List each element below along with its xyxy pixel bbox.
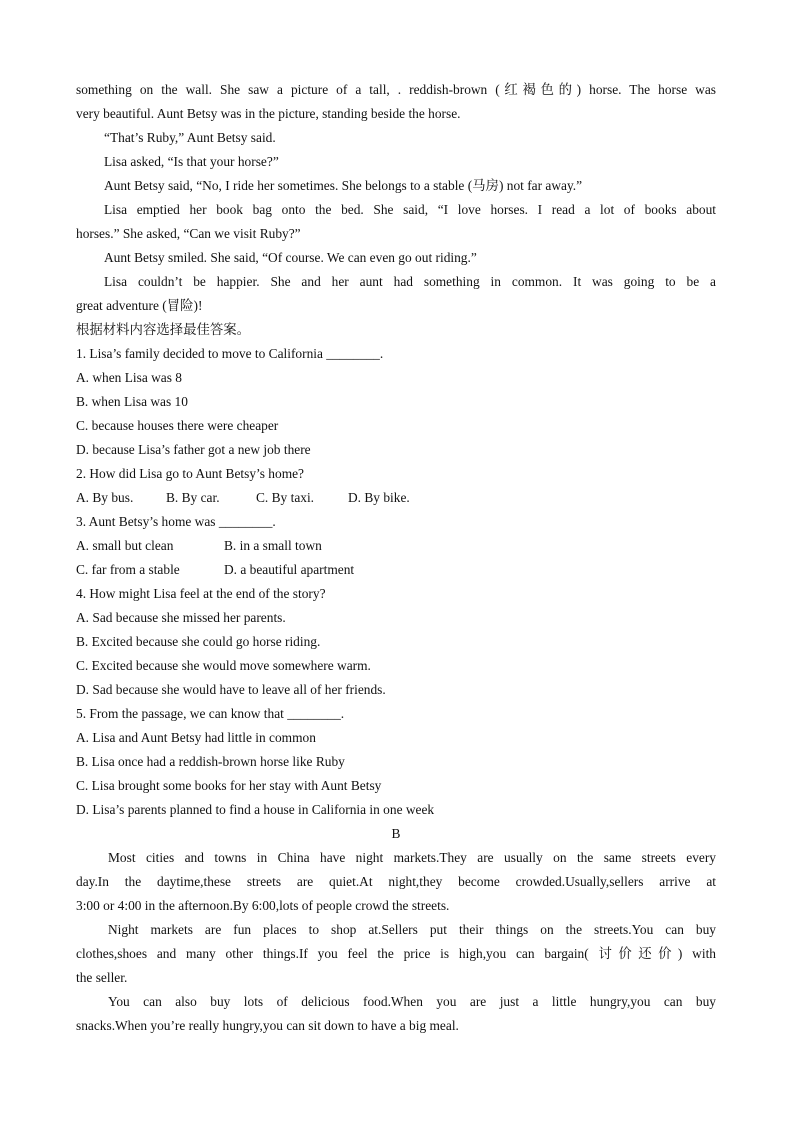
question-5: [76, 702, 716, 822]
question-2: [76, 462, 716, 510]
question-4: [76, 582, 716, 702]
option-d: D. Lisa’s parents planned to find a house in California in one week: [76, 802, 435, 817]
passage-a-p4: Aunt Betsy said, “No, I ride her sometimes. She belongs to a stable (马房) not far away.”: [104, 178, 583, 193]
document-page: [76, 78, 716, 1038]
options-row-1: [76, 534, 716, 558]
passage-a: [76, 78, 716, 318]
option-b: B. in a small town: [224, 538, 322, 553]
passage-a-p3: Lisa asked, “Is that your horse?”: [104, 154, 279, 169]
option-d: D. a beautiful apartment: [224, 562, 355, 577]
option-b: B. when Lisa was 10: [76, 394, 188, 409]
passage-b-p2-line3: the seller.: [76, 970, 128, 985]
passage-b-p1-line1: Most cities and towns in China have night markets.They are usually on the same streets every: [108, 850, 716, 865]
option-c: C. far from a stable: [76, 562, 180, 577]
question-stem: 4. How might Lisa feel at the end of the story?: [76, 586, 326, 601]
passage-b-p1-line3: 3:00 or 4:00 in the afternoon.By 6:00,lots of people crowd the streets.: [76, 898, 450, 913]
passage-b-p2-line1: Night markets are fun places to shop at.Sellers put their things on the streets.You can buy: [108, 922, 716, 937]
passage-a-p6: Aunt Betsy smiled. She said, “Of course. We can even go out riding.”: [104, 250, 477, 265]
option-a: A. By bus.: [76, 490, 134, 505]
question-stem: 2. How did Lisa go to Aunt Betsy’s home?: [76, 466, 304, 481]
question-stem: 5. From the passage, we can know that ________.: [76, 706, 345, 721]
passage-a-p2: “That’s Ruby,” Aunt Betsy said.: [104, 130, 276, 145]
options-row-2: [76, 558, 716, 582]
passage-a-p1-line1: something on the wall. She saw a picture of a tall, . reddish-brown (红褐色的) horse. The horse was: [76, 82, 716, 97]
instruction: 根据材料内容选择最佳答案。: [76, 322, 251, 337]
question-3: [76, 510, 716, 582]
option-b: B. Lisa once had a reddish-brown horse like Ruby: [76, 754, 345, 769]
option-d: D. because Lisa’s father got a new job there: [76, 442, 311, 457]
passage-b-p2-line2: clothes,shoes and many other things.If you feel the price is high,you can bargain( 讨价还价) with: [76, 946, 716, 961]
option-b: B. Excited because she could go horse riding.: [76, 634, 321, 649]
option-a: A. Lisa and Aunt Betsy had little in common: [76, 730, 316, 745]
option-c: C. Excited because she would move somewhere warm.: [76, 658, 371, 673]
section-b-heading: B: [391, 826, 401, 841]
passage-a-p5-line2: horses.” She asked, “Can we visit Ruby?”: [76, 226, 301, 241]
passage-a-p5-line1: Lisa emptied her book bag onto the bed. She said, “I love horses. I read a lot of books about: [104, 202, 716, 217]
passage-b-p1-line2: day.In the daytime,these streets are quiet.At night,they become crowded.Usually,sellers arrive at: [76, 874, 716, 889]
option-d: D. By bike.: [348, 490, 410, 505]
option-c: C. because houses there were cheaper: [76, 418, 279, 433]
passage-b-p3-line2: snacks.When you’re really hungry,you can sit down to have a big meal.: [76, 1018, 459, 1033]
option-a: A. when Lisa was 8: [76, 370, 182, 385]
option-a: A. Sad because she missed her parents.: [76, 610, 286, 625]
option-b: B. By car.: [166, 490, 220, 505]
passage-a-p7-line2: great adventure (冒险)!: [76, 298, 203, 313]
passage-a-p1-line2: very beautiful. Aunt Betsy was in the picture, standing beside the horse.: [76, 106, 461, 121]
option-d: D. Sad because she would have to leave all of her friends.: [76, 682, 386, 697]
question-stem: 1. Lisa’s family decided to move to California ________.: [76, 346, 384, 361]
option-c: C. By taxi.: [256, 490, 315, 505]
question-1: [76, 342, 716, 462]
passage-b: [76, 846, 716, 1038]
passage-a-p7-line1: Lisa couldn’t be happier. She and her aunt had something in common. It was going to be a: [104, 274, 716, 289]
option-c: C. Lisa brought some books for her stay with Aunt Betsy: [76, 778, 382, 793]
option-a: A. small but clean: [76, 538, 174, 553]
passage-b-p3-line1: You can also buy lots of delicious food.When you are just a little hungry,you can buy: [108, 994, 716, 1009]
options-row: [76, 486, 716, 510]
question-stem: 3. Aunt Betsy’s home was ________.: [76, 514, 276, 529]
